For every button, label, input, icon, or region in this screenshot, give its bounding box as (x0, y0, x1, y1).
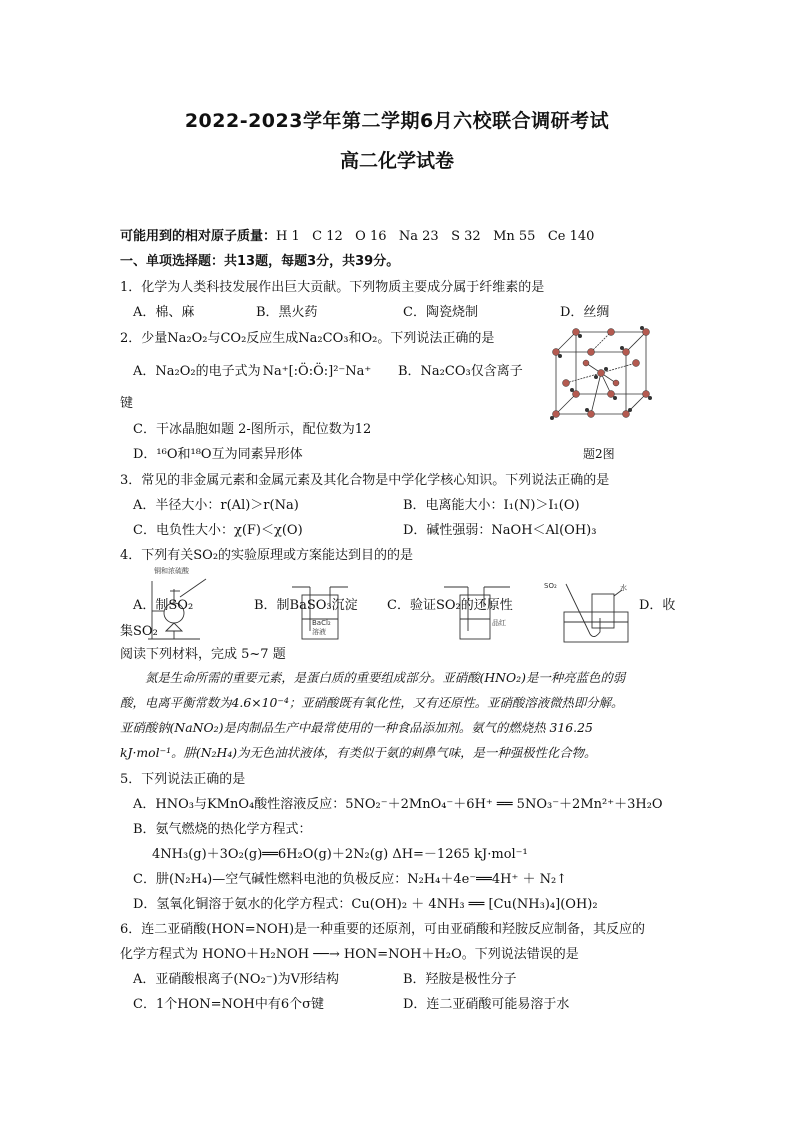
q1-option-b: B．黑火药 (256, 305, 318, 320)
q2-stem: 2．少量Na₂O₂与CO₂反应生成Na₂CO₃和O₂。下列说法正确的是 (120, 331, 495, 346)
q6-option-a: A．亚硝酸根离子(NO₂⁻)为V形结构 (133, 972, 340, 987)
q2-option-d: D．¹⁶O和¹⁸O互为同素异形体 (133, 447, 303, 462)
q4-option-c: C．验证SO₂的还原性 (387, 598, 513, 613)
electron-formula: Na⁺[:Ö:Ö:]²⁻Na⁺ (262, 364, 372, 379)
q3-option-d: D．碱性强弱：NaOH＜Al(OH)₃ (403, 523, 597, 538)
reading-intro: 阅读下列材料，完成 5~7 题 (120, 647, 286, 662)
reading-line-2: 酸，电离平衡常数为4.6×10⁻⁴；亚硝酸既有氧化性，又有还原性。亚硝酸溶液微热即分解。 (120, 695, 624, 710)
q1-option-d: D．丝绸 (560, 305, 610, 320)
q1-option-c: C．陶瓷烧制 (403, 305, 478, 320)
apparatus-c-label: 品红 (492, 619, 506, 627)
q2-option-b: B．Na₂CO₃仅含离子 (398, 364, 523, 379)
q4-option-d-cont: 集SO₂ (120, 624, 158, 639)
apparatus-d-label1: SO₂ (544, 582, 557, 590)
q2-option-b-cont: 键 (120, 396, 134, 411)
q5-option-c: C．肼(N₂H₄)—空气碱性燃料电池的负极反应：N₂H₄＋4e⁻══4H⁺ ＋ N₂↑ (133, 872, 568, 887)
q6-option-b: B．羟胺是极性分子 (403, 972, 517, 987)
q6-option-d: D．连二亚硝酸可能易溶于水 (403, 997, 570, 1012)
q5-option-a: A．HNO₃与KMnO₄酸性溶液反应：5NO₂⁻＋2MnO₄⁻＋6H⁺ ══ 5NO₃⁻＋2Mn²⁺＋3H₂O (133, 797, 663, 812)
q6-stem-line-1: 6．连二亚硝酸(HON=NOH)是一种重要的还原剂，可由亚硝酸和羟胺反应制备，其反应的 (120, 922, 646, 937)
apparatus-d-label2: 水 (620, 584, 627, 592)
q2-option-c: C．干冰晶胞如题 2-图所示，配位数为12 (133, 422, 372, 437)
reading-line-1: 氮是生命所需的重要元素，是蛋白质的重要组成部分。亚硝酸(HNO₂)是一种亮蓝色的弱 (145, 670, 626, 685)
section-heading: 一、单项选择题：共13题，每题3分，共39分。 (120, 254, 400, 269)
atomic-mass-values: H 1 C 12 O 16 Na 23 S 32 Mn 55 Ce 140 (276, 229, 595, 244)
q1-option-a: A．棉、麻 (133, 305, 195, 320)
q4-option-d: D．收 (639, 598, 676, 613)
q3-stem: 3．常见的非金属元素和金属元素及其化合物是中学化学核心知识。下列说法正确的是 (120, 473, 610, 488)
q5-option-b: B．氨气燃烧的热化学方程式： (133, 822, 312, 837)
q4-stem: 4．下列有关SO₂的实验原理或方案能达到目的的是 (120, 548, 414, 563)
dry-ice-unit-cell-figure (546, 322, 658, 422)
q3-option-a: A．半径大小：r(Al)＞r(Na) (133, 498, 299, 513)
reading-line-4: kJ·mol⁻¹。肼(N₂H₄)为无色油状液体，有类似于氨的刺鼻气味，是一种强极性化合物。 (120, 745, 597, 760)
q4-option-a: A．制SO₂ (133, 598, 194, 613)
exam-subtitle: 高二化学试卷 (339, 150, 454, 172)
q2-option-a (133, 360, 371, 379)
atomic-mass-label: 可能用到的相对原子质量： (120, 229, 277, 244)
reading-line-3: 亚硝酸钠(NaNO₂)是肉制品生产中最常使用的一种食品添加剂。氨气的燃烧热 316.25 (120, 720, 593, 735)
q3-option-b: B．电离能大小：I₁(N)＞I₁(O) (403, 498, 580, 513)
q5-option-d: D．氢氧化铜溶于氨水的化学方程式：Cu(OH)₂ ＋ 4NH₃ ══ [Cu(NH₃)₄](OH)₂ (133, 897, 598, 912)
q6-stem-line-2: 化学方程式为 HONO＋H₂NOH ──→ HON=NOH＋H₂O。下列说法错误的是 (120, 947, 579, 962)
apparatus-d-figure (540, 578, 630, 644)
q6-option-c: C．1个HON=NOH中有6个σ键 (133, 997, 324, 1012)
q2-figure-caption: 题2图 (583, 447, 615, 461)
q5-stem: 5．下列说法正确的是 (120, 772, 246, 787)
apparatus-a-label: 铜和浓硫酸 (154, 567, 189, 575)
q3-option-c: C．电负性大小：χ(F)＜χ(O) (133, 523, 303, 538)
q2-option-a-prefix: A．Na₂O₂的电子式为 (133, 364, 261, 379)
exam-title: 2022-2023学年第二学期6月六校联合调研考试 (184, 110, 610, 132)
q5-option-b-equation: 4NH₃(g)＋3O₂(g)══6H₂O(g)＋2N₂(g) ΔH=－1265 kJ·mol⁻¹ (152, 847, 528, 862)
q4-option-b: B．制BaSO₃沉淀 (254, 598, 358, 613)
apparatus-b-label1: BaCl₂ (312, 619, 331, 627)
apparatus-b-label2: 溶液 (312, 628, 326, 636)
atomic-mass-line (120, 225, 594, 244)
q1-stem: 1．化学为人类科技发展作出巨大贡献。下列物质主要成分属于纤维素的是 (120, 280, 545, 295)
